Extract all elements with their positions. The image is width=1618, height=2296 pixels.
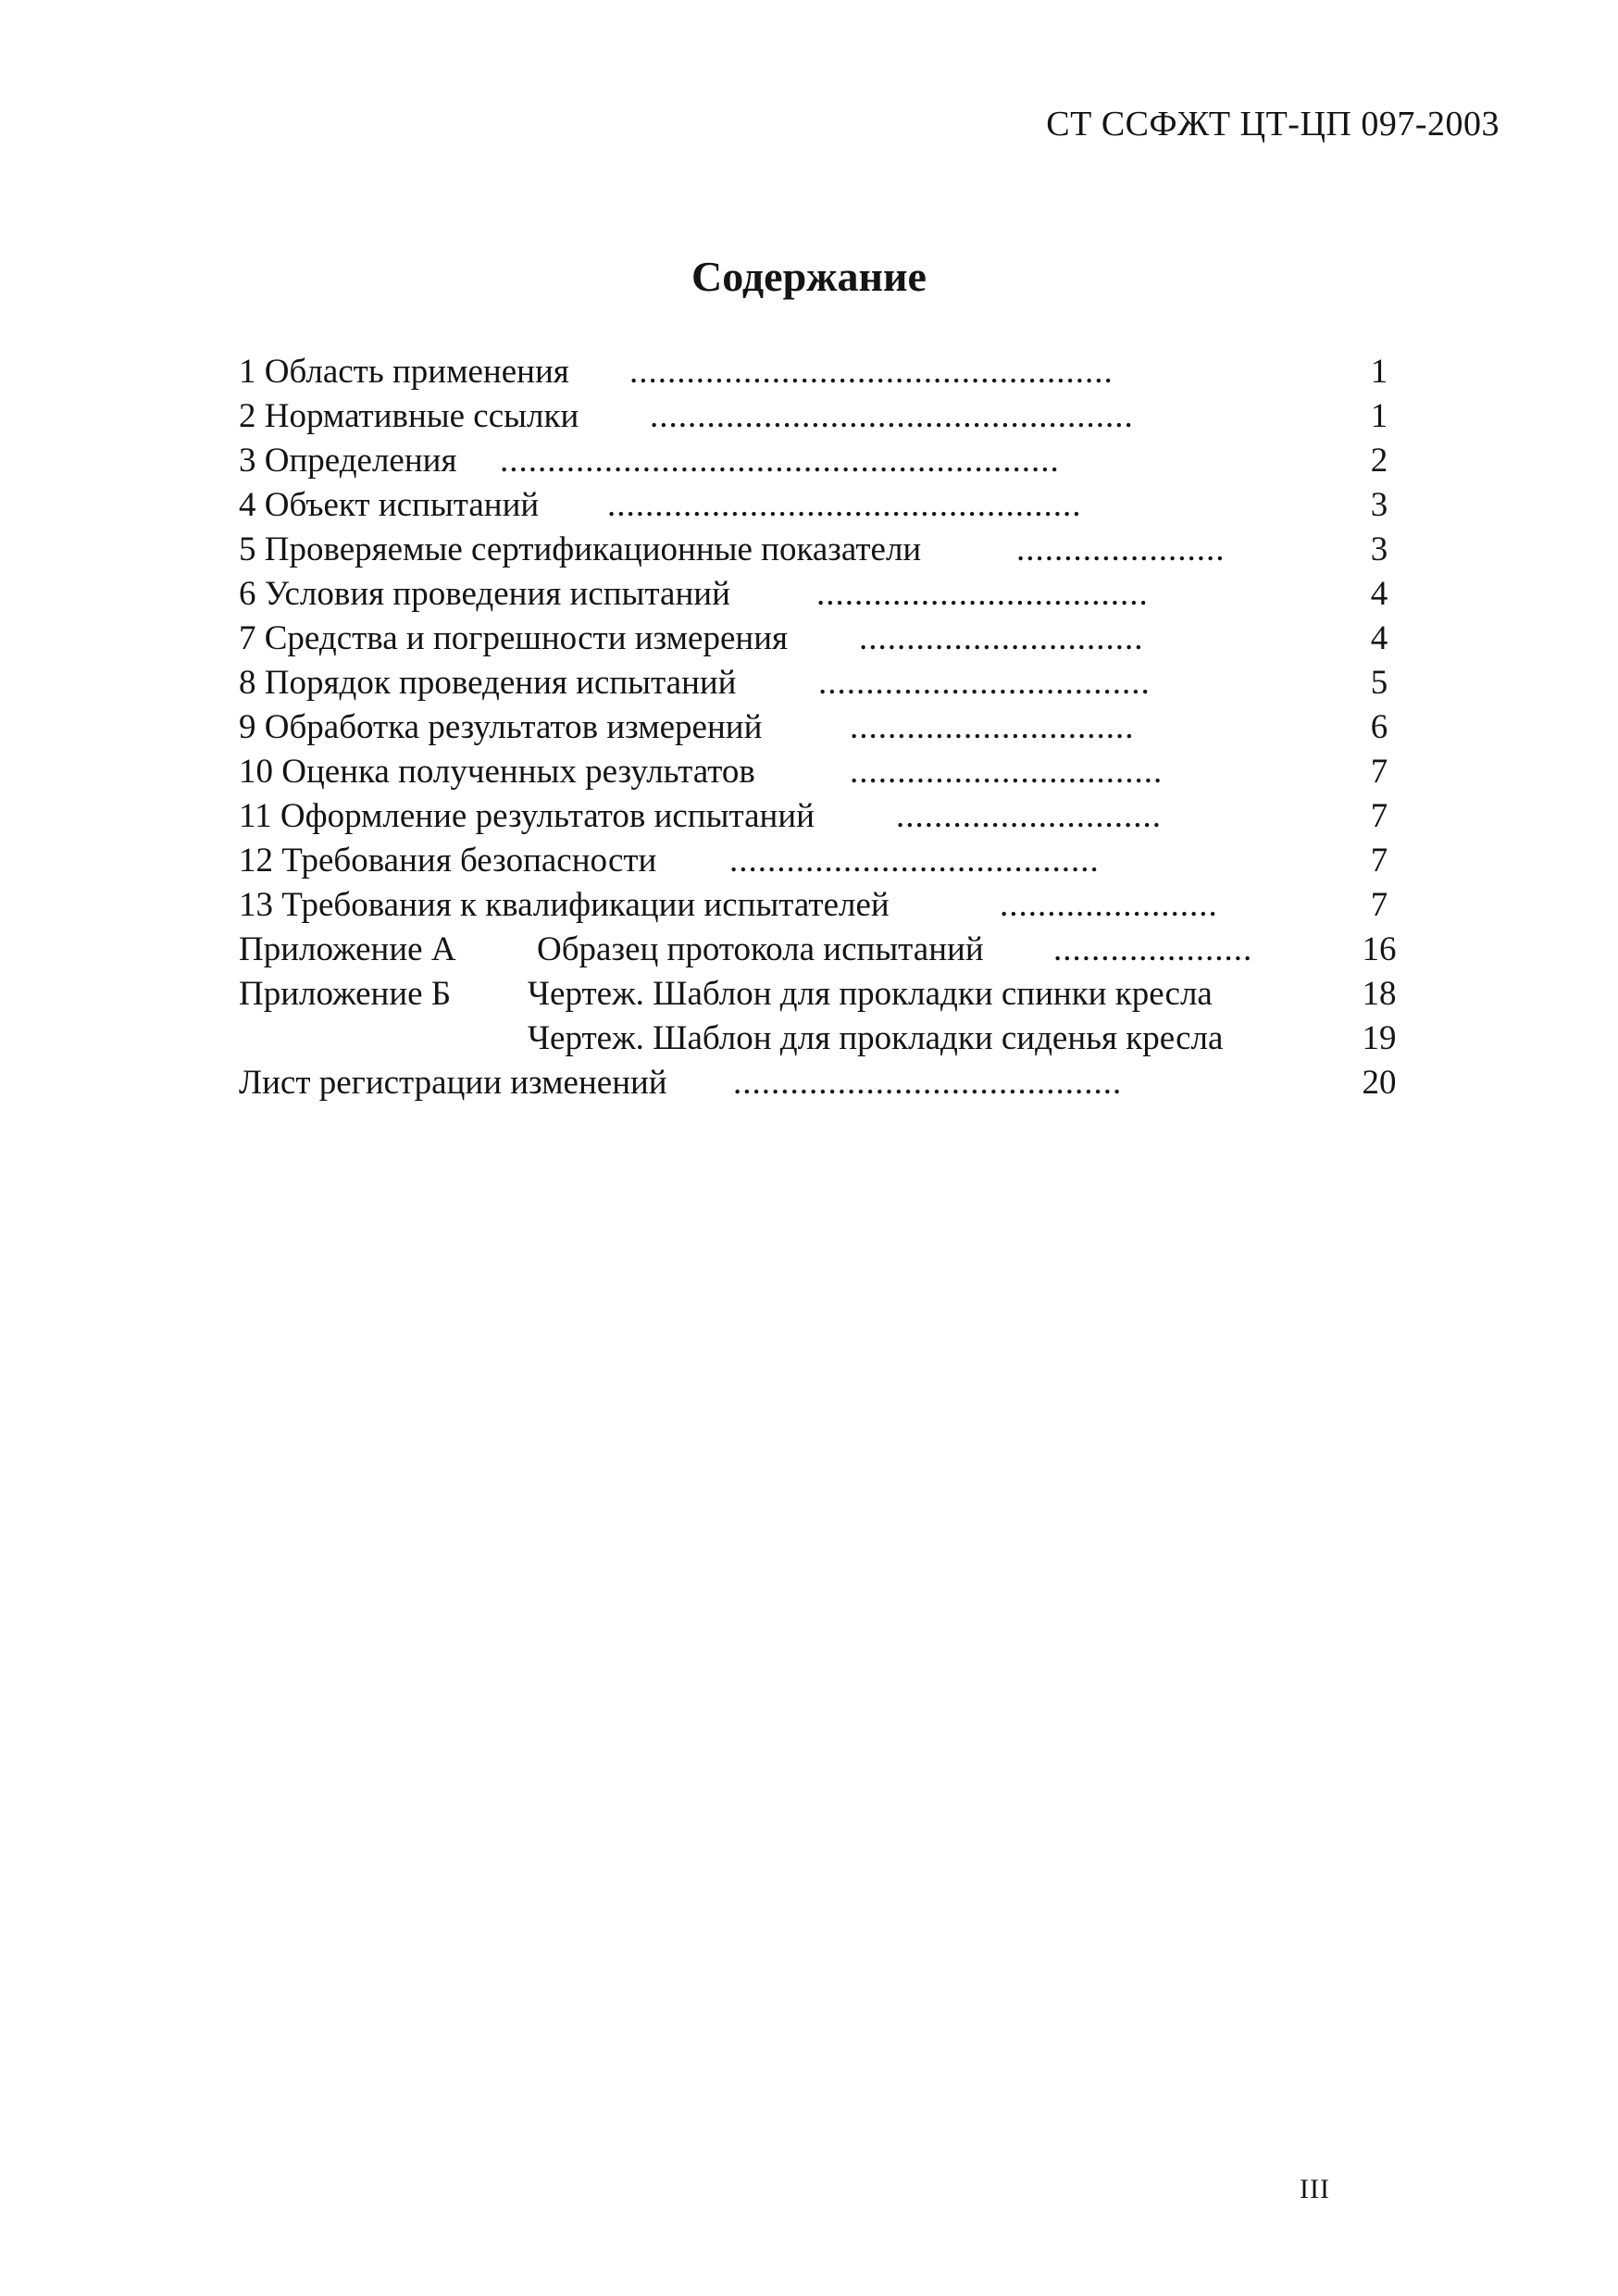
toc-entry-page: 5: [1370, 664, 1388, 702]
toc-appendix-b-1: [239, 972, 1407, 1017]
toc-entry-label: 2 Нормативные ссылки: [239, 397, 579, 435]
toc-entry-label: 8 Порядок проведения испытаний: [239, 664, 737, 702]
toc-entry-label: 6 Условия проведения испытаний: [239, 575, 730, 613]
toc-entry-page: 2: [1370, 442, 1388, 480]
toc-entry-page: 7: [1370, 886, 1388, 924]
toc-entry-page: 6: [1370, 708, 1388, 746]
toc-entry-label: 5 Проверяемые сертификационные показатели: [239, 530, 922, 568]
toc-entry-5: [239, 528, 1407, 572]
toc-leader-dots: ......................: [1016, 530, 1226, 568]
toc-entry-label: 3 Определения: [239, 442, 457, 480]
toc-leader-dots: ...................................................: [629, 353, 1114, 391]
toc-leader-dots: ............................: [896, 797, 1162, 835]
toc-entry-9: [239, 705, 1407, 750]
toc-leader-dots: ...................................: [818, 664, 1151, 702]
toc-entry-page: 7: [1370, 797, 1388, 835]
toc-entry-label: 13 Требования к квалификации испытателей: [239, 886, 890, 924]
toc-leader-dots: .......................: [1000, 886, 1218, 924]
toc-entry-8: [239, 661, 1407, 705]
toc-leader-dots: .................................: [850, 753, 1164, 791]
toc-entry-label: 4 Объект испытаний: [239, 486, 540, 524]
toc-leader-dots: ...........................................................: [500, 442, 1060, 480]
toc-entry-label: 12 Требования безопасности: [239, 842, 657, 880]
toc-changes-sheet: [239, 1061, 1407, 1105]
toc-entry-3: [239, 439, 1407, 483]
toc-entry-label: 9 Обработка результатов измерений: [239, 708, 763, 746]
toc-leader-dots: .....................: [1053, 930, 1253, 968]
toc-entry-13: [239, 883, 1407, 928]
toc-entry-page: 4: [1370, 619, 1388, 657]
appendix-a-page: 16: [1362, 930, 1397, 968]
toc-entry-page: 1: [1370, 353, 1388, 391]
toc-entry-12: [239, 839, 1407, 883]
document-code: СТ ССФЖТ ЦТ-ЦП 097-2003: [1046, 105, 1500, 144]
toc-entry-page: 7: [1370, 842, 1388, 880]
toc-leader-dots: ..................................................: [607, 486, 1082, 524]
changes-sheet-page: 20: [1362, 1064, 1397, 1102]
appendix-b-item-page: 18: [1362, 975, 1397, 1013]
toc-leader-dots: ..............................: [859, 619, 1144, 657]
toc-entry-7: [239, 617, 1407, 661]
toc-entry-4: [239, 483, 1407, 528]
toc-entry-page: 4: [1370, 575, 1388, 613]
toc-entry-page: 7: [1370, 753, 1388, 791]
toc-entry-page: 3: [1370, 530, 1388, 568]
changes-sheet-label: Лист регистрации изменений: [239, 1064, 667, 1102]
toc-entry-page: 3: [1370, 486, 1388, 524]
toc-entry-label: 10 Оценка полученных результатов: [239, 753, 755, 791]
toc-entry-6: [239, 572, 1407, 617]
toc-appendix-b-2: [239, 1017, 1407, 1061]
toc-leader-dots: ...................................: [816, 575, 1149, 613]
toc-entry-11: [239, 794, 1407, 839]
appendix-a-title: Образец протокола испытаний: [537, 930, 984, 968]
toc-entry-2: [239, 394, 1407, 439]
page-number: III: [1300, 2174, 1330, 2204]
toc-leader-dots: ..............................: [850, 708, 1135, 746]
table-of-contents: [239, 350, 1407, 1105]
toc-leader-dots: ...................................................: [650, 397, 1134, 435]
appendix-b-item-title: Чертеж. Шаблон для прокладки сиденья кресла: [528, 1019, 1224, 1057]
toc-title: Содержание: [691, 253, 927, 300]
toc-leader-dots: .........................................: [733, 1064, 1123, 1102]
appendix-b-item-title: Чертеж. Шаблон для прокладки спинки кресла: [528, 975, 1213, 1013]
toc-entry-label: 1 Область применения: [239, 353, 569, 391]
toc-leader-dots: .......................................: [729, 842, 1100, 880]
toc-entry-page: 1: [1370, 397, 1388, 435]
appendix-b-label: Приложение Б: [239, 975, 452, 1013]
appendix-b-item-page: 19: [1362, 1019, 1397, 1057]
toc-entry-1: [239, 350, 1407, 394]
toc-entry-10: [239, 750, 1407, 794]
toc-entry-label: 7 Средства и погрешности измерения: [239, 619, 789, 657]
toc-appendix-a: [239, 928, 1407, 972]
toc-entry-label: 11 Оформление результатов испытаний: [239, 797, 815, 835]
appendix-a-label: Приложение А: [239, 930, 456, 968]
